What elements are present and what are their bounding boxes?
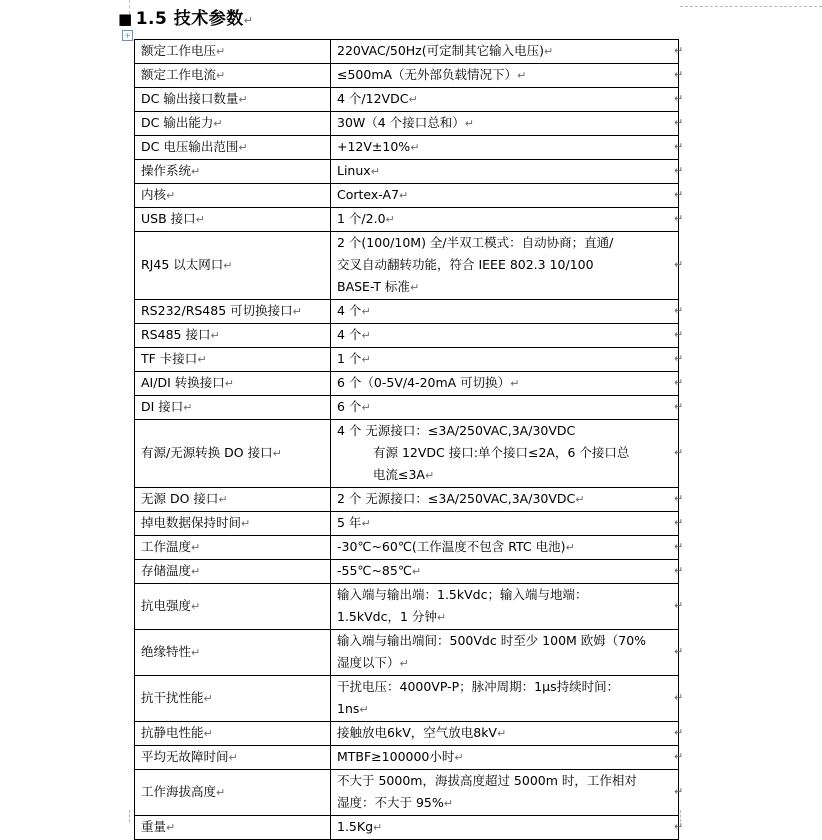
spec-value: 6 个 xyxy=(337,399,362,414)
spec-key-cell xyxy=(135,64,331,88)
spec-value-line xyxy=(337,208,672,231)
paragraph-mark: ↵ xyxy=(575,493,585,506)
spec-value-cell xyxy=(331,348,679,372)
paragraph-mark: ↵ xyxy=(408,93,418,106)
paragraph-mark: ↵ xyxy=(228,751,238,764)
row-end-mark: ↵ xyxy=(674,187,684,201)
paragraph-mark: ↵ xyxy=(166,821,176,834)
spec-value: 干扰电压：4000VP-P；脉冲周期：1μs持续时间： xyxy=(337,679,620,694)
spec-key-cell xyxy=(135,232,331,300)
row-end-mark: ↵ xyxy=(674,491,684,505)
spec-value: 4 个 无源接口：≤3A/250VAC,3A/30VDC xyxy=(337,423,576,438)
spec-value-cell xyxy=(331,232,679,300)
row-end-mark: ↵ xyxy=(674,211,684,225)
paragraph-mark: ↵ xyxy=(424,469,435,482)
spec-key-cell xyxy=(135,88,331,112)
spec-value-line xyxy=(337,160,672,183)
paragraph-mark: ↵ xyxy=(361,517,371,530)
spec-key: RS232/RS485 可切换接口 xyxy=(141,303,293,318)
spec-key: RJ45 以太网口 xyxy=(141,257,224,272)
margin-guide-bottom-left xyxy=(129,810,130,822)
spec-key-cell xyxy=(135,676,331,722)
row-end-mark: ↵ xyxy=(674,399,684,413)
spec-value-cell xyxy=(331,536,679,560)
paragraph-mark: ↵ xyxy=(238,141,248,154)
table-row xyxy=(135,676,679,722)
row-end-mark: ↵ xyxy=(674,303,684,317)
spec-key: DC 输出能力 xyxy=(141,115,214,130)
paragraph-mark: ↵ xyxy=(272,447,282,460)
spec-value-line xyxy=(337,676,672,698)
spec-value-line xyxy=(337,300,672,323)
row-end-mark: ↵ xyxy=(674,257,684,271)
table-row xyxy=(135,40,679,64)
spec-value: 2 个(100/10M) 全/半双工模式：自动协商；直通/ xyxy=(337,235,614,250)
row-end-mark: ↵ xyxy=(674,375,684,389)
spec-key-cell xyxy=(135,40,331,64)
spec-value: ≤500mA（无外部负载情况下） xyxy=(337,67,518,82)
spec-key-cell xyxy=(135,348,331,372)
spec-value: 电流≤3A xyxy=(373,467,425,482)
spec-key-cell xyxy=(135,584,331,630)
spec-value-cell xyxy=(331,88,679,112)
spec-key-cell xyxy=(135,722,331,746)
spec-value-line xyxy=(337,512,672,535)
paragraph-mark: ↵ xyxy=(443,797,453,810)
table-row xyxy=(135,420,679,488)
spec-key: 无源 DO 接口 xyxy=(141,491,219,506)
table-row xyxy=(135,630,679,676)
spec-key: 内核 xyxy=(141,187,167,202)
table-row xyxy=(135,64,679,88)
spec-key: USB 接口 xyxy=(141,211,196,226)
spec-key-cell xyxy=(135,512,331,536)
spec-value: MTBF≥100000小时 xyxy=(337,749,455,764)
spec-key-cell xyxy=(135,816,331,840)
paragraph-mark: ↵ xyxy=(359,703,369,716)
spec-value: 2 个 无源接口：≤3A/250VAC,3A/30VDC xyxy=(337,491,576,506)
spec-value-line xyxy=(337,88,672,111)
paragraph-mark: ↵ xyxy=(292,305,302,318)
spec-key: DI 接口 xyxy=(141,399,184,414)
table-row xyxy=(135,396,679,420)
paragraph-mark: ↵ xyxy=(216,69,226,82)
spec-key-cell xyxy=(135,770,331,816)
spec-value-cell xyxy=(331,64,679,88)
spec-value: 有源 12VDC 接口:单个接口≤2A，6 个接口总 xyxy=(373,445,630,460)
spec-key: TF 卡接口 xyxy=(141,351,198,366)
paragraph-mark: ↵ xyxy=(361,353,371,366)
paragraph-mark: ↵ xyxy=(224,377,234,390)
row-end-mark: ↵ xyxy=(674,749,684,763)
spec-value-line xyxy=(337,442,672,464)
paragraph-mark: ↵ xyxy=(191,541,201,554)
spec-value: Linux xyxy=(337,163,371,178)
spec-value: 交叉自动翻转功能，符合 IEEE 802.3 10/100 xyxy=(337,257,594,272)
spec-value-cell xyxy=(331,630,679,676)
paragraph-mark: ↵ xyxy=(410,141,420,154)
row-end-mark: ↵ xyxy=(674,327,684,341)
row-end-mark: ↵ xyxy=(674,819,684,833)
spec-value-line xyxy=(337,372,672,395)
row-end-mark: ↵ xyxy=(674,598,684,612)
spec-key: 工作海拔高度 xyxy=(141,784,217,799)
spec-value-line xyxy=(337,652,672,675)
table-row xyxy=(135,560,679,584)
spec-value-cell xyxy=(331,420,679,488)
spec-value-line xyxy=(337,464,672,487)
spec-key-cell xyxy=(135,160,331,184)
paragraph-mark: ↵ xyxy=(361,305,371,318)
spec-key-cell xyxy=(135,112,331,136)
table-row xyxy=(135,372,679,396)
spec-value: 30W（4 个接口总和） xyxy=(337,115,465,130)
spec-value-cell xyxy=(331,160,679,184)
spec-value-line xyxy=(337,64,672,87)
row-end-mark: ↵ xyxy=(674,784,684,798)
spec-value-cell xyxy=(331,560,679,584)
row-end-mark: ↵ xyxy=(674,563,684,577)
row-end-mark: ↵ xyxy=(674,67,684,81)
spec-value: +12V±10% xyxy=(337,139,411,154)
spec-key: 抗电强度 xyxy=(141,598,192,613)
table-row xyxy=(135,770,679,816)
row-end-mark: ↵ xyxy=(674,163,684,177)
spec-value-line xyxy=(337,606,672,629)
spec-key-cell xyxy=(135,396,331,420)
paragraph-mark: ↵ xyxy=(191,165,201,178)
spec-value-cell xyxy=(331,584,679,630)
section-heading xyxy=(118,4,253,30)
table-row xyxy=(135,112,679,136)
spec-value-cell xyxy=(331,770,679,816)
spec-value-cell xyxy=(331,816,679,840)
paragraph-mark: ↵ xyxy=(385,213,395,226)
spec-value-cell xyxy=(331,40,679,64)
paragraph-mark: ↵ xyxy=(191,646,201,659)
row-end-mark: ↵ xyxy=(674,445,684,459)
paragraph-mark: ↵ xyxy=(218,493,228,506)
spec-value: 4 个 xyxy=(337,327,362,342)
spec-value: 6 个（0-5V/4-20mA 可切换） xyxy=(337,375,511,390)
table-row xyxy=(135,584,679,630)
paragraph-mark: ↵ xyxy=(436,611,447,624)
spec-value: 湿度：不大于 95% xyxy=(337,795,444,810)
spec-key-cell xyxy=(135,184,331,208)
paragraph-mark: ↵ xyxy=(517,69,527,82)
table-row xyxy=(135,488,679,512)
table-row xyxy=(135,232,679,300)
row-end-mark: ↵ xyxy=(674,139,684,153)
paragraph-mark: ↵ xyxy=(399,657,409,670)
spec-value-cell xyxy=(331,746,679,770)
paragraph-mark: ↵ xyxy=(203,727,213,740)
spec-key: AI/DI 转换接口 xyxy=(141,375,225,390)
heading-bullet: ■ xyxy=(118,10,133,28)
spec-value-cell xyxy=(331,184,679,208)
spec-value-cell xyxy=(331,300,679,324)
paragraph-mark: ↵ xyxy=(216,45,226,58)
spec-value-cell xyxy=(331,208,679,232)
row-end-mark: ↵ xyxy=(674,644,684,658)
paragraph-mark: ↵ xyxy=(409,281,420,294)
table-row xyxy=(135,184,679,208)
paragraph-mark: ↵ xyxy=(183,401,193,414)
spec-value: 湿度以下） xyxy=(337,655,400,670)
table-row xyxy=(135,324,679,348)
spec-key: DC 电压输出范围 xyxy=(141,139,239,154)
spec-key-cell xyxy=(135,630,331,676)
spec-value-line xyxy=(337,792,672,815)
spec-value: 输入端与输出端间：500Vdc 时至少 100M 欧姆（70% xyxy=(337,633,647,648)
spec-value-cell xyxy=(331,512,679,536)
paragraph-mark: ↵ xyxy=(243,14,254,27)
spec-value: 220VAC/50Hz(可定制其它输入电压) xyxy=(337,43,545,58)
table-row xyxy=(135,536,679,560)
spec-key-cell xyxy=(135,136,331,160)
spec-value-cell xyxy=(331,372,679,396)
spec-value-line xyxy=(337,112,672,135)
margin-guide-top xyxy=(680,6,822,7)
table-row xyxy=(135,512,679,536)
spec-value-line xyxy=(337,324,672,347)
paragraph-mark: ↵ xyxy=(203,692,213,705)
spec-value-line xyxy=(337,348,672,371)
spec-value-line xyxy=(337,770,672,792)
spec-value-line xyxy=(337,746,672,769)
paragraph-mark: ↵ xyxy=(497,727,507,740)
spec-key-cell xyxy=(135,208,331,232)
spec-value-line xyxy=(337,232,672,254)
paragraph-mark: ↵ xyxy=(399,189,409,202)
table-row xyxy=(135,746,679,770)
paragraph-mark: ↵ xyxy=(210,329,220,342)
row-end-mark: ↵ xyxy=(674,725,684,739)
spec-value-line xyxy=(337,816,672,839)
paragraph-mark: ↵ xyxy=(166,189,176,202)
paragraph-mark: ↵ xyxy=(544,45,554,58)
spec-value-cell xyxy=(331,722,679,746)
paragraph-mark: ↵ xyxy=(373,821,383,834)
table-move-handle-icon[interactable]: + xyxy=(122,30,133,41)
spec-value-line xyxy=(337,560,672,583)
row-end-mark: ↵ xyxy=(674,515,684,529)
spec-value: 4 个 xyxy=(337,303,362,318)
spec-key: 绝缘特性 xyxy=(141,644,192,659)
row-end-mark: ↵ xyxy=(674,351,684,365)
spec-key: 抗静电性能 xyxy=(141,725,204,740)
paragraph-mark: ↵ xyxy=(565,541,575,554)
spec-key: 平均无故障时间 xyxy=(141,749,229,764)
paragraph-mark: ↵ xyxy=(195,213,205,226)
table-row xyxy=(135,136,679,160)
spec-value-line xyxy=(337,254,672,276)
spec-key: 操作系统 xyxy=(141,163,192,178)
spec-key: 存储温度 xyxy=(141,563,192,578)
spec-key: 有源/无源转换 DO 接口 xyxy=(141,445,273,460)
spec-value-cell xyxy=(331,488,679,512)
paragraph-mark: ↵ xyxy=(223,259,233,272)
spec-value-line xyxy=(337,40,672,63)
spec-value: 5 年 xyxy=(337,515,362,530)
spec-value-line xyxy=(337,184,672,207)
spec-value-line xyxy=(337,630,672,652)
paragraph-mark: ↵ xyxy=(241,517,251,530)
spec-value-cell xyxy=(331,136,679,160)
spec-value: -30℃~60℃(工作温度不包含 RTC 电池) xyxy=(337,539,566,554)
section-number: 1.5 xyxy=(135,9,168,29)
spec-value: 1 个 xyxy=(337,351,362,366)
spec-key-cell xyxy=(135,420,331,488)
spec-table xyxy=(134,39,679,840)
table-row xyxy=(135,722,679,746)
spec-value-line xyxy=(337,488,672,511)
spec-value: 输入端与输出端：1.5kVdc；输入端与地端： xyxy=(337,587,588,602)
paragraph-mark: ↵ xyxy=(197,353,207,366)
spec-value: 1.5Kg xyxy=(337,819,374,834)
paragraph-mark: ↵ xyxy=(411,565,422,578)
spec-value-line xyxy=(337,396,672,419)
spec-key: 额定工作电压 xyxy=(141,43,217,58)
spec-value: 4 个/12VDC xyxy=(337,91,409,106)
spec-key-cell xyxy=(135,560,331,584)
spec-value: -55℃~85℃ xyxy=(337,563,412,578)
spec-value-line xyxy=(337,698,672,721)
spec-value: 1ns xyxy=(337,701,360,716)
table-row xyxy=(135,300,679,324)
paragraph-mark: ↵ xyxy=(213,117,223,130)
paragraph-mark: ↵ xyxy=(238,93,248,106)
table-row xyxy=(135,160,679,184)
paragraph-mark: ↵ xyxy=(191,565,201,578)
paragraph-mark: ↵ xyxy=(510,377,520,390)
paragraph-mark: ↵ xyxy=(464,117,474,130)
spec-key: 额定工作电流 xyxy=(141,67,217,82)
spec-value: 不大于 5000m，海拔高度超过 5000m 时，工作相对 xyxy=(337,773,637,788)
paragraph-mark: ↵ xyxy=(370,165,380,178)
spec-value-cell xyxy=(331,676,679,722)
table-row xyxy=(135,348,679,372)
spec-key-cell xyxy=(135,536,331,560)
spec-key-cell xyxy=(135,324,331,348)
spec-value-cell xyxy=(331,324,679,348)
table-row xyxy=(135,88,679,112)
spec-value-line xyxy=(337,584,672,606)
spec-key: 工作温度 xyxy=(141,539,192,554)
spec-key-cell xyxy=(135,300,331,324)
row-end-mark: ↵ xyxy=(674,43,684,57)
paragraph-mark: ↵ xyxy=(191,600,201,613)
spec-value-line xyxy=(337,276,672,299)
row-end-mark: ↵ xyxy=(674,115,684,129)
spec-value-cell xyxy=(331,396,679,420)
spec-value: Cortex-A7 xyxy=(337,187,400,202)
paragraph-mark: ↵ xyxy=(454,751,464,764)
spec-key-cell xyxy=(135,746,331,770)
table-row xyxy=(135,816,679,840)
spec-value: 接触放电6kV，空气放电8kV xyxy=(337,725,497,740)
spec-value-line xyxy=(337,136,672,159)
spec-key-cell xyxy=(135,488,331,512)
spec-key-cell xyxy=(135,372,331,396)
row-end-mark: ↵ xyxy=(674,690,684,704)
row-end-mark: ↵ xyxy=(674,91,684,105)
paragraph-mark: ↵ xyxy=(361,329,371,342)
table-row xyxy=(135,208,679,232)
spec-key: RS485 接口 xyxy=(141,327,211,342)
spec-value-line xyxy=(337,420,672,442)
spec-value-line xyxy=(337,722,672,745)
spec-value-line xyxy=(337,536,672,559)
section-title: 技术参数 xyxy=(173,9,244,29)
paragraph-mark: ↵ xyxy=(361,401,371,414)
row-end-mark: ↵ xyxy=(674,539,684,553)
spec-value-cell xyxy=(331,112,679,136)
spec-key: 重量 xyxy=(141,819,167,834)
spec-value: 1.5kVdc，1 分钟 xyxy=(337,609,437,624)
spec-key: DC 输出接口数量 xyxy=(141,91,239,106)
spec-value: 1 个/2.0 xyxy=(337,211,386,226)
spec-key: 抗干扰性能 xyxy=(141,690,204,705)
paragraph-mark: ↵ xyxy=(216,786,226,799)
spec-key: 掉电数据保持时间 xyxy=(141,515,242,530)
spec-value: BASE-T 标准 xyxy=(337,279,410,294)
